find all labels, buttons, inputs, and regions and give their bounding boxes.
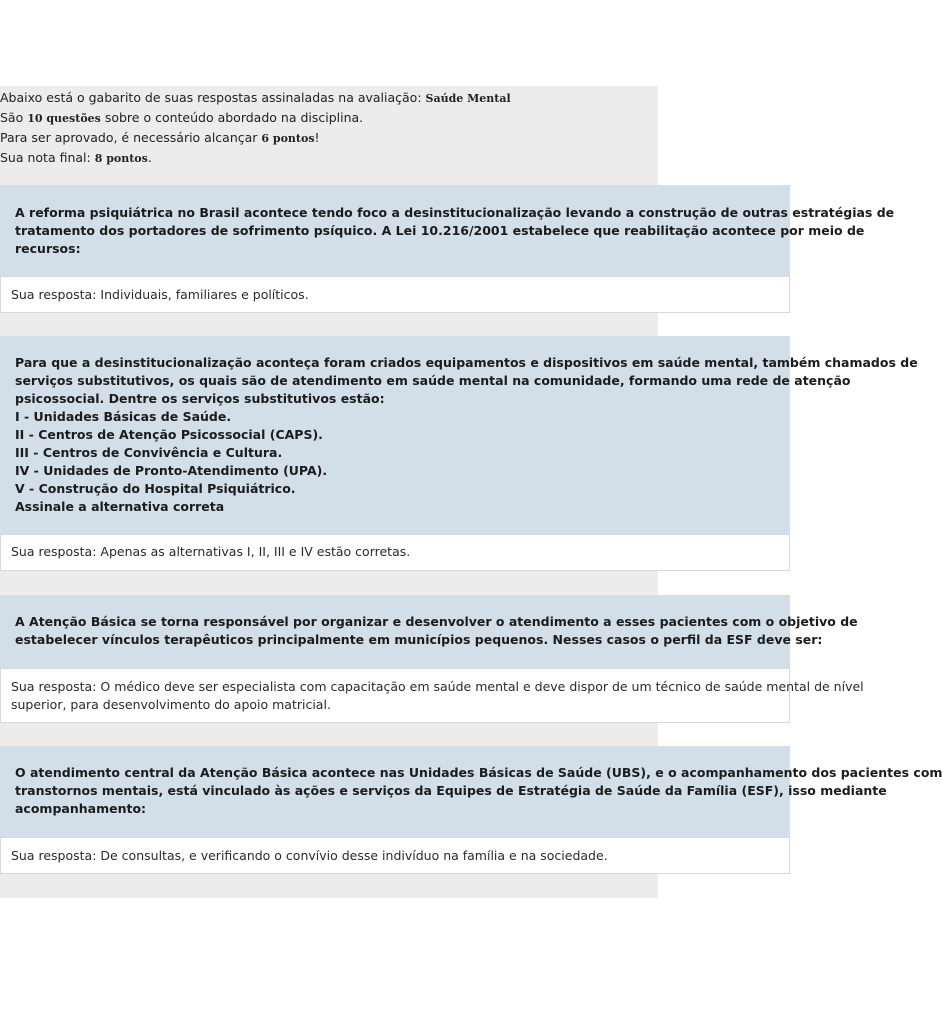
exam-name: Saúde Mental (425, 92, 511, 105)
answer-text: Sua resposta: Apenas as alternativas I, II, III e IV estão corretas. (11, 544, 411, 559)
intro-summary (0, 88, 660, 168)
question-line: IV - Unidades de Pronto-Atendimento (UPA). (15, 463, 328, 478)
answer-text: Sua resposta: Individuais, familiares e políticos. (11, 287, 309, 302)
question-line: V - Construção do Hospital Psiquiátrico. (15, 481, 296, 496)
answer-text: Sua resposta: De consultas, e verificando o convívio desse indivíduo na família e na sociedade. (11, 848, 608, 863)
intro-text: Sua nota final: (0, 150, 95, 165)
question-line: estabelecer vínculos terapêuticos principalmente em municípios pequenos. Nesses casos o perfil da ESF deve ser: (15, 632, 823, 647)
intro-line-passing (0, 128, 660, 148)
question-text (0, 746, 942, 837)
question-line: Assinale a alternativa correta (15, 499, 225, 514)
intro-text: sobre o conteúdo abordado na disciplina. (100, 110, 364, 125)
question-text (0, 595, 858, 668)
question-line: II - Centros de Atenção Psicossocial (CAPS). (15, 427, 323, 442)
answer-text: Sua resposta: O médico deve ser especialista com capacitação em saúde mental e deve dispor de um técnico de saúde mental de nível (11, 679, 864, 694)
answer-text: superior, para desenvolvimento do apoio matricial. (11, 697, 331, 712)
intro-text: Abaixo está o gabarito de suas respostas assinaladas na avaliação: (0, 90, 426, 105)
question-line: III - Centros de Convivência e Cultura. (15, 445, 283, 460)
answer-box (0, 276, 790, 313)
question-block (0, 336, 918, 571)
question-block (0, 185, 895, 313)
question-block (0, 595, 864, 723)
question-line: transtornos mentais, está vinculado às ações e serviços da Equipes de Estratégia de Saúde da Família (ESF), isso mediante (15, 783, 887, 798)
intro-line-exam (0, 88, 660, 108)
intro-text: Para ser aprovado, é necessário alcançar (0, 130, 262, 145)
question-line: O atendimento central da Atenção Básica acontece nas Unidades Básicas de Saúde (UBS), e o acompanhamento dos pacientes com (15, 765, 942, 780)
answer-box (0, 668, 864, 723)
question-line: tratamento dos portadores de sofrimento psíquico. A Lei 10.216/2001 estabelece que reabilitação acontece por meio de (15, 223, 865, 238)
intro-line-final-score (0, 148, 660, 168)
answer-box (0, 534, 790, 571)
question-line: A reforma psiquiátrica no Brasil acontece tendo foco a desinstitucionalização levando a construção de outras estratégias de (15, 205, 895, 220)
final-score: 8 pontos (94, 152, 148, 165)
question-line: I - Unidades Básicas de Saúde. (15, 409, 232, 424)
question-line: serviços substitutivos, os quais são de atendimento em saúde mental na comunidade, formando uma rede de atenção (15, 373, 851, 388)
question-line: A Atenção Básica se torna responsável por organizar e desenvolver o atendimento a esses pacientes com o objetivo de (15, 614, 858, 629)
intro-text: ! (314, 130, 320, 145)
question-line: Para que a desinstitucionalização aconteça foram criados equipamentos e dispositivos em saúde mental, também chamados de (15, 355, 918, 370)
question-count: 10 questões (27, 112, 101, 125)
question-line: acompanhamento: (15, 801, 147, 816)
question-text (0, 336, 918, 534)
passing-score: 6 pontos (261, 132, 315, 145)
answer-box (0, 837, 790, 874)
intro-text: . (147, 150, 152, 165)
intro-line-questions (0, 108, 660, 128)
question-line: psicossocial. Dentre os serviços substitutivos estão: (15, 391, 385, 406)
question-text (0, 185, 895, 276)
question-block (0, 746, 942, 874)
intro-text: São (0, 110, 28, 125)
question-line: recursos: (15, 241, 81, 256)
